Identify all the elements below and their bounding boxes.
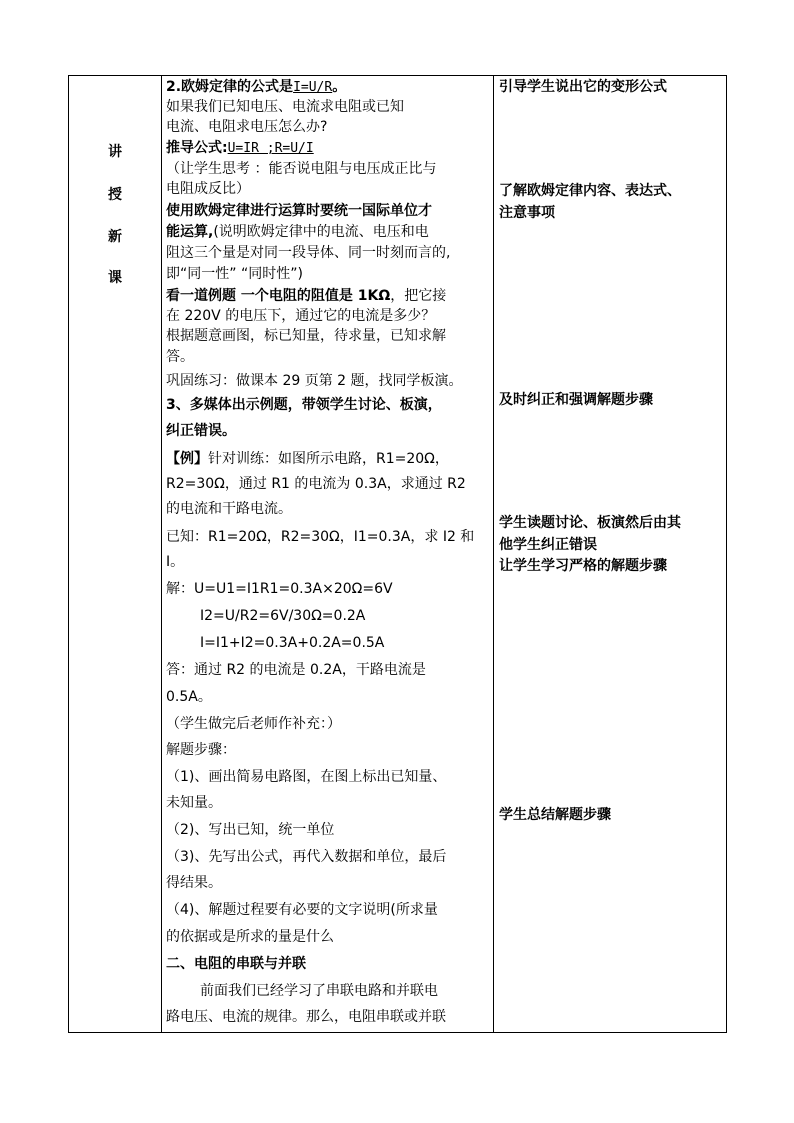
- content-line: [166, 78, 346, 97]
- derived-formula-label: 推导公式:: [166, 140, 228, 156]
- section-heading: 二、电阻的串联与并联: [166, 956, 306, 972]
- content-line: 得结果。: [166, 875, 222, 891]
- section-label-char: 课: [108, 270, 122, 286]
- section-label-char: 授: [108, 187, 122, 203]
- content-line: I2=U/R2=6V/30Ω=0.2A: [200, 608, 366, 624]
- section-label-char: 新: [108, 229, 122, 245]
- content-line: 路电压、电流的规律。那么，电阻串联或并联: [166, 1009, 446, 1025]
- content-line: 即“同一性” “同时性”): [166, 266, 303, 282]
- content-line: 解：U=U1=I1R1=0.3A×20Ω=6V: [166, 581, 393, 597]
- content-line: （让学生思考 ：能否说电阻与电压成正比与: [166, 161, 437, 177]
- content-line: 前面我们已经学习了串联电路和并联电: [200, 983, 438, 999]
- ohm-formula: I=U/R: [293, 80, 333, 95]
- content-line: （1)、画出简易电路图，在图上标出已知量、: [166, 769, 447, 785]
- content-line: 阻这三个量是对同一段导体、同一时刻而言的,: [166, 245, 451, 261]
- column-divider-left: [161, 75, 162, 1033]
- content-line: （3)、先写出公式，再代入数据和单位，最后: [166, 849, 447, 865]
- bold-text: 能运算,: [166, 224, 214, 240]
- content-line: 使用欧姆定律进行运算时要统一国际单位才: [166, 203, 432, 219]
- note-line: 了解欧姆定律内容、表达式、: [499, 183, 681, 199]
- content-line: 已知：R1=20Ω，R2=30Ω，I1=0.3A，求 I2 和: [166, 529, 475, 545]
- content-line: 巩固练习：做课本 29 页第 2 题，找同学板演。: [166, 373, 463, 389]
- normal-text: ，把它接: [390, 288, 447, 304]
- derived-formula: U=IR ;R=U/I: [227, 141, 314, 156]
- content-line: [166, 287, 446, 305]
- content-line: 解题步骤：: [166, 742, 236, 758]
- normal-text: 针对训练：如图所示电路，R1=20Ω，: [208, 451, 449, 467]
- content-line: 电阻成反比）: [166, 181, 250, 197]
- content-line: I=I1+I2=0.3A+0.2A=0.5A: [200, 635, 385, 651]
- content-line: 电流、电阻求电压怎么办?: [166, 119, 328, 135]
- content-line: 的依据或是所求的量是什么: [166, 929, 334, 945]
- note-line: 他学生纠正错误: [499, 537, 597, 553]
- example-title: 看一道例题 一个电阻的阻值是 1KΩ: [166, 288, 391, 304]
- content-line: 纠正错误。: [166, 423, 236, 439]
- example-tag: 【例】: [166, 451, 208, 467]
- formula-intro: 2.欧姆定律的公式是: [166, 79, 294, 95]
- content-line: （2)、写出已知，统一单位: [166, 822, 335, 838]
- content-line: I。: [166, 554, 185, 570]
- note-line: 注意事项: [499, 205, 555, 221]
- note-line: 学生总结解题步骤: [499, 807, 611, 823]
- content-line: 答：通过 R2 的电流是 0.2A，干路电流是: [166, 662, 426, 678]
- note-line: 学生读题讨论、板演然后由其: [499, 515, 681, 531]
- content-line: 答。: [166, 349, 194, 365]
- content-line: [166, 450, 449, 468]
- content-line: （学生做完后老师作补充：）: [166, 716, 341, 732]
- content-line: R2=30Ω，通过 R1 的电流为 0.3A，求通过 R2: [166, 476, 466, 492]
- content-line: 0.5A。: [166, 689, 212, 705]
- content-line: 未知量。: [166, 795, 222, 811]
- content-line: 根据题意画图，标已知量，待求量，已知求解: [166, 328, 446, 344]
- punctuation: 。: [332, 79, 347, 95]
- section-label-column: [68, 75, 161, 1033]
- content-line: [166, 223, 429, 241]
- content-line: （4)、解题过程要有必要的文字说明(所求量: [166, 902, 438, 918]
- normal-text: (说明欧姆定律中的电流、电压和电: [213, 224, 429, 240]
- content-line: [166, 139, 314, 158]
- note-line: 引导学生说出它的变形公式: [499, 79, 667, 95]
- content-line: 的电流和干路电流。: [166, 501, 292, 517]
- content-line: 3、多媒体出示例题，带领学生讨论、板演，: [166, 397, 442, 413]
- note-line: 及时纠正和强调解题步骤: [499, 392, 653, 408]
- section-label-char: 讲: [108, 144, 122, 160]
- content-line: 在 220V 的电压下，通过它的电流是多少？: [166, 308, 436, 324]
- content-line: 如果我们已知电压、电流求电阻或已知: [166, 99, 404, 115]
- note-line: 让学生学习严格的解题步骤: [499, 558, 667, 574]
